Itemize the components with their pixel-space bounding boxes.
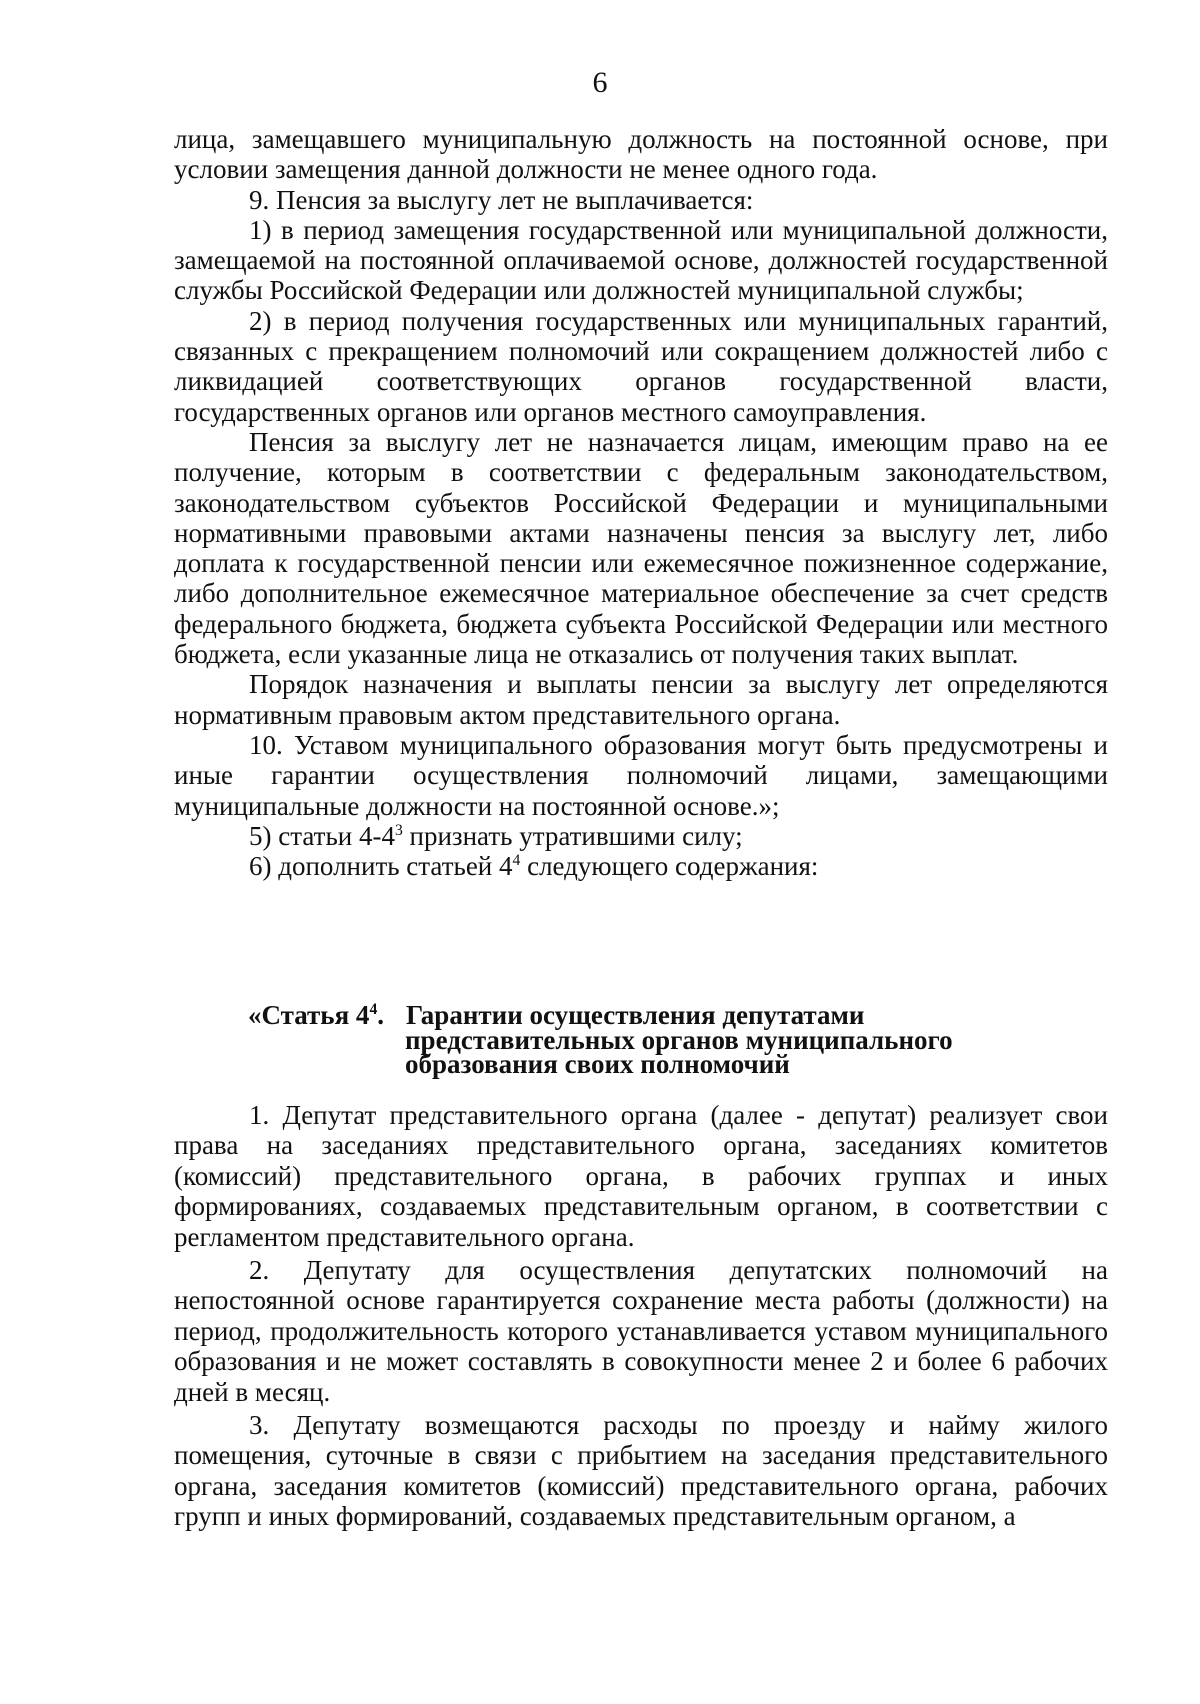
- paragraph-article-item-1: 1. Депутат представительного органа (далее - депутат) реализует свои права на заседаниях представительного органа, заседаниях комитетов (комиссий) представительного органа, в рабочих группах и иных формированиях, создаваемых представительным органом, в соответствии с регламентом представительного органа.: [174, 1100, 1108, 1252]
- article-title-line-3: образования своих полномочий: [405, 1049, 790, 1079]
- paragraph-item-10: 10. Уставом муниципального образования могут быть предусмотрены и иные гарантии осуществления полномочий лицами, замещающими муниципальные должности на постоянной основе.»;: [174, 729, 1108, 821]
- item6-text: 6) дополнить статьей 4: [249, 851, 513, 882]
- page-number: 6: [592, 66, 608, 99]
- article-number-dot: .: [377, 1000, 385, 1030]
- paragraph-continuation: лица, замещавшего муниципальную должность на постоянной основе, при условии замещения данной должности не менее одного года.: [174, 124, 1108, 185]
- paragraph-article-item-3: 3. Депутату возмещаются расходы по проезду и найму жилого помещения, суточные в связи с прибытием на заседания представительного органа, заседания комитетов (комиссий) представительного органа, рабочих групп и иных формирований, создаваемых представительным органом, а: [174, 1410, 1108, 1532]
- paragraph-subitem-1: 1) в период замещения государственной или муниципальной должности, замещаемой на постоянной оплачиваемой основе, должностей государственной службы Российской Федерации или должностей муниципальной службы;: [174, 214, 1108, 306]
- article-heading-line-1: [248, 1000, 1008, 1030]
- item6-text-end: следующего содержания:: [520, 851, 819, 882]
- item5-text-end: признать утратившими силу;: [402, 820, 743, 851]
- paragraph-item-5: [174, 821, 1108, 851]
- article-title-line-1: Гарантии осуществления депутатами: [406, 1000, 865, 1030]
- document-body-bottom: [174, 1100, 1108, 1532]
- article-heading: [248, 1000, 1008, 1079]
- article-number-text: «Статья 4: [248, 1000, 370, 1030]
- document-body-top: [174, 124, 1108, 881]
- article-title-line-2: представительных органов муниципального: [405, 1024, 953, 1055]
- paragraph-pension-not-assigned: Пенсия за выслугу лет не назначается лицам, имеющим право на ее получение, которым в соответствии с федеральным законодательством, законодательством субъектов Российской Федерации и муниципальными нормативными правовыми актами назначены пенсия за выслугу лет, либо доплата к государственной пенсии или ежемесячное пожизненное содержание, либо дополнительное ежемесячное материальное обеспечение за счет средств федерального бюджета, бюджета субъекта Российской Федерации или местного бюджета, если указанные лица не отказались от получения таких выплат.: [174, 426, 1108, 670]
- item5-text: 5) статьи 4-4: [249, 820, 395, 851]
- item5-superscript: 3: [394, 821, 403, 839]
- paragraph-subitem-2: 2) в период получения государственных или муниципальных гарантий, связанных с прекращением полномочий или сокращением должностей либо с ликвидацией соответствующих органов государственной власти, государственных органов или органов местного самоуправления.: [174, 305, 1108, 427]
- paragraph-item-6: [174, 851, 1108, 881]
- article-number: [248, 1000, 406, 1030]
- paragraph-article-item-2: 2. Депутату для осуществления депутатских полномочий на непостоянной основе гарантируется сохранение места работы (должности) на период, продолжительность которого устанавливается уставом муниципального образования и не может составлять в совокупности менее 2 и более 6 рабочих дней в месяц.: [174, 1255, 1108, 1407]
- paragraph-item-9: 9. Пенсия за выслугу лет не выплачивается:: [249, 184, 754, 215]
- article-number-superscript: 4: [369, 1001, 378, 1018]
- item6-superscript: 4: [512, 852, 521, 870]
- paragraph-pension-procedure: Порядок назначения и выплаты пенсии за выслугу лет определяются нормативным правовым актом представительного органа.: [174, 669, 1108, 730]
